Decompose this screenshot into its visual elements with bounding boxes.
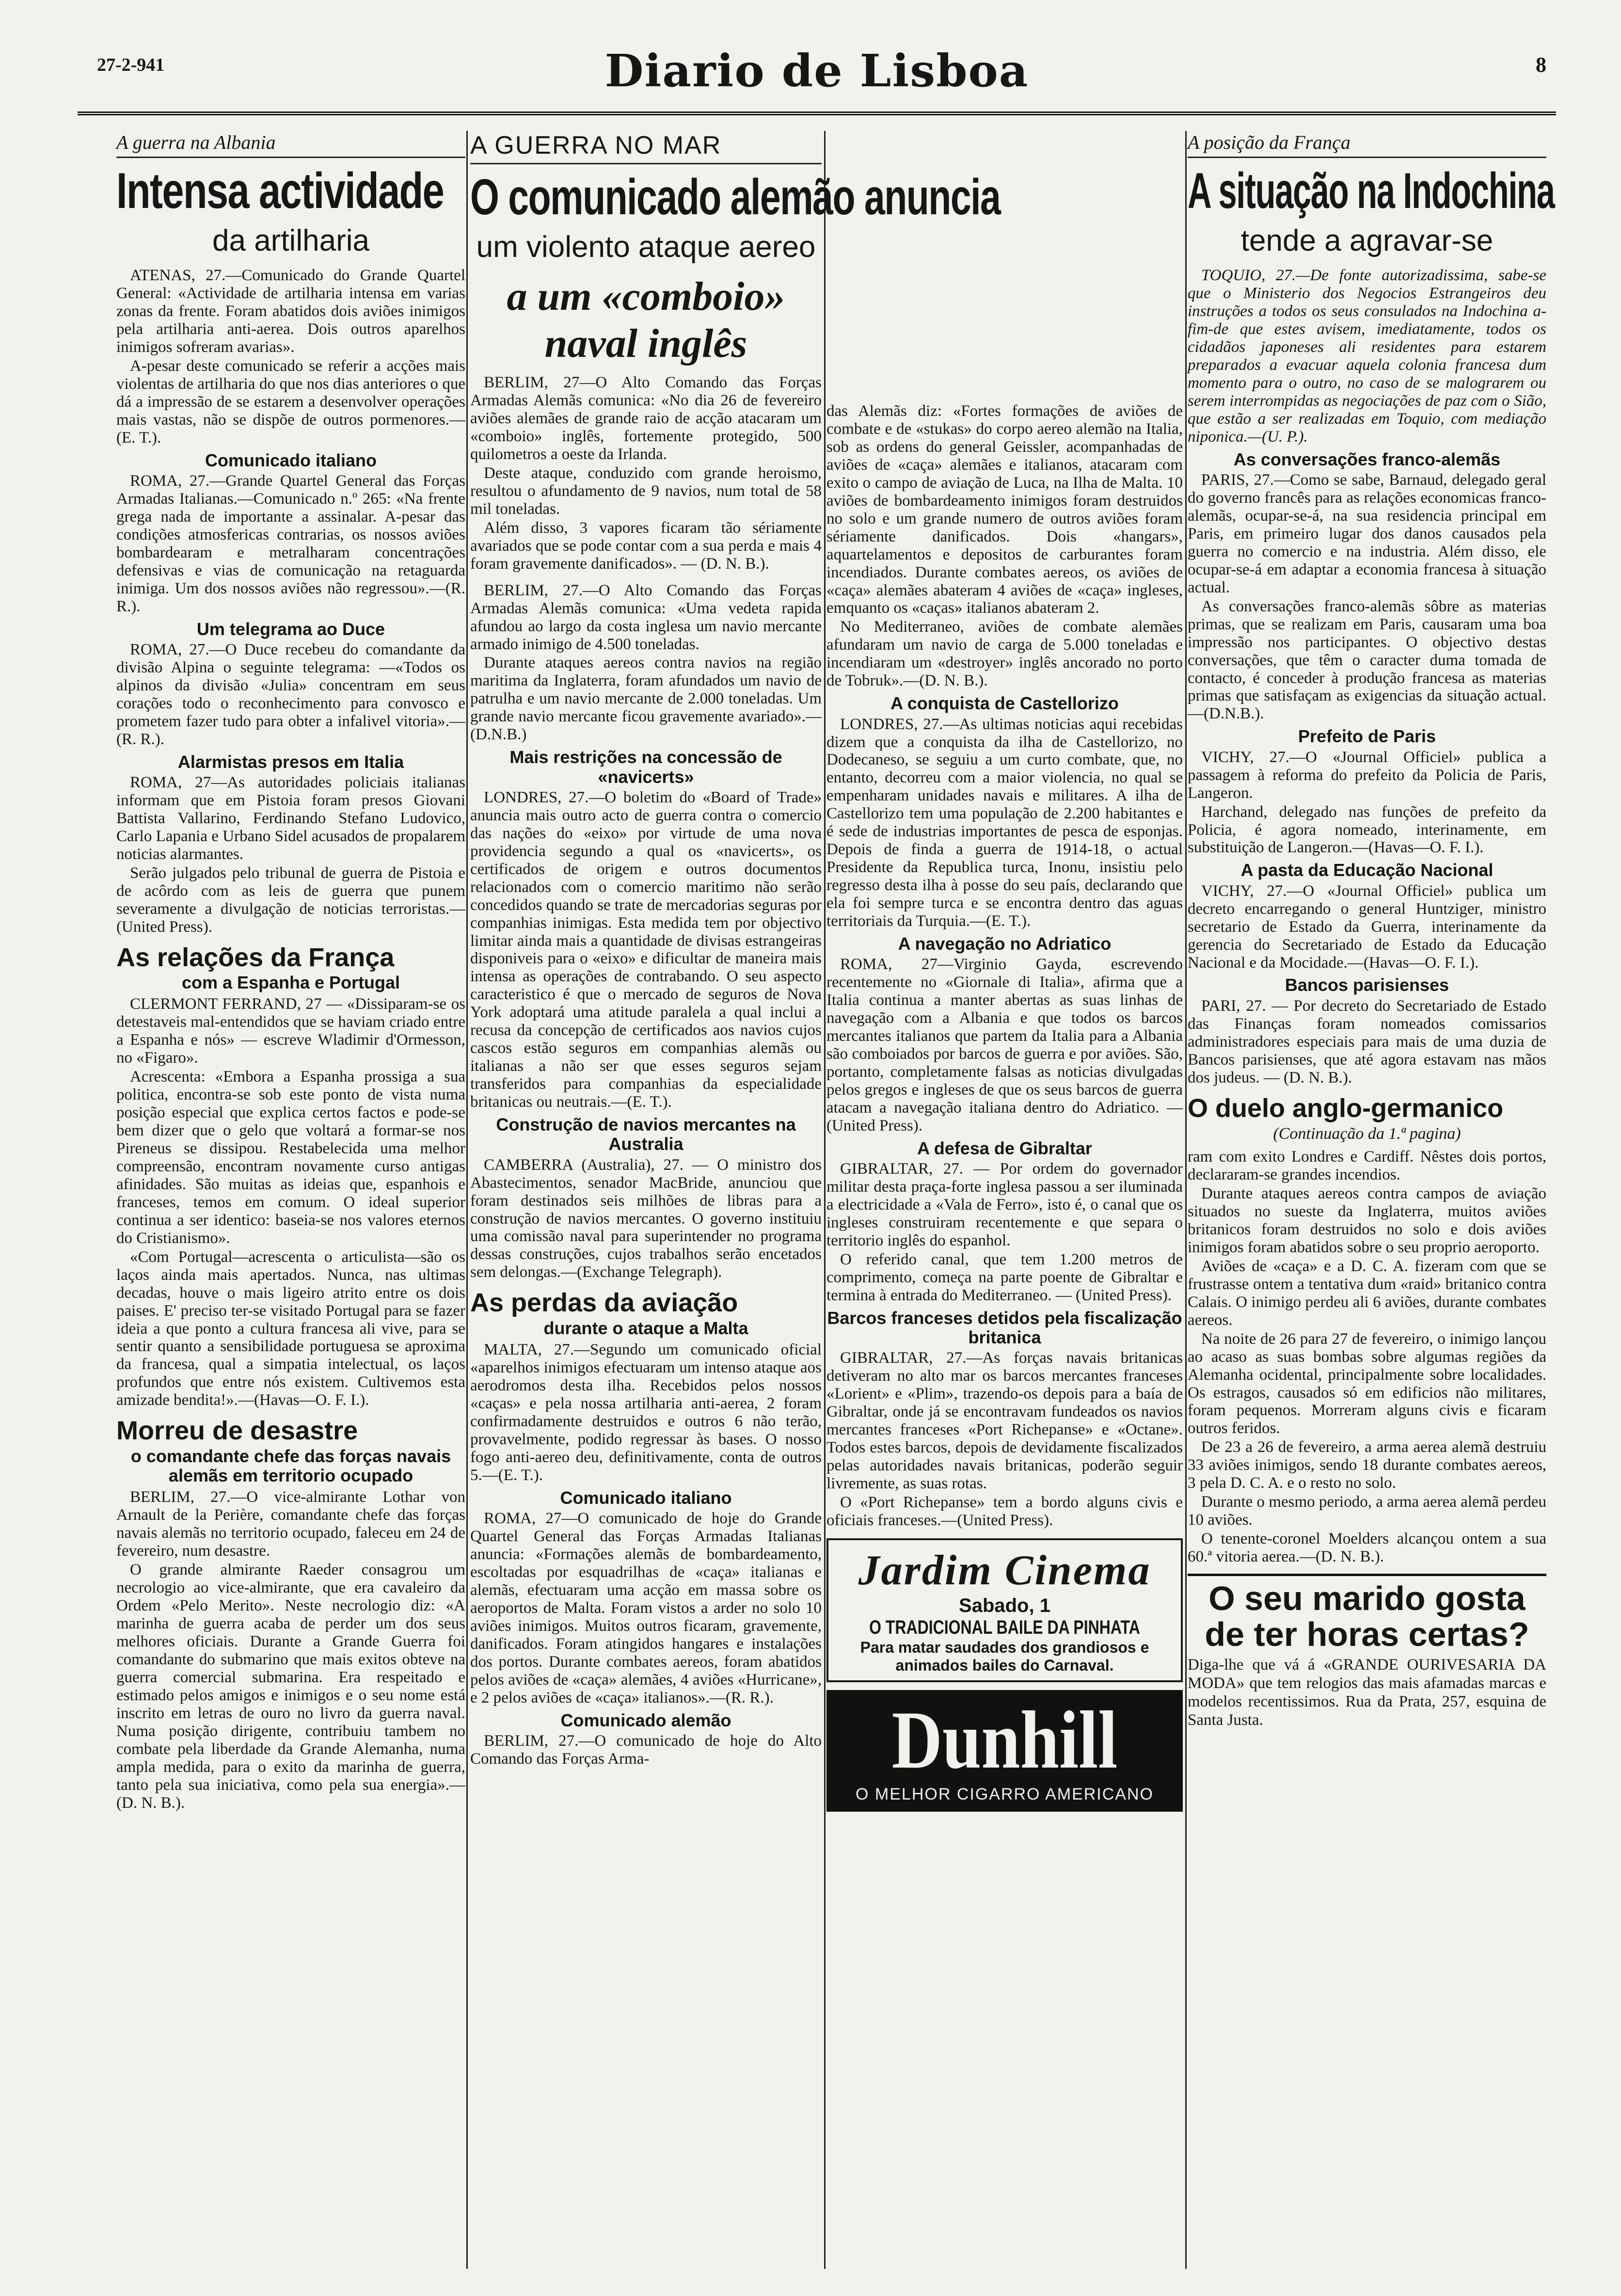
paragraph: VICHY, 27.—O «Journal Officiel» publica a passagem à reforma do prefeito da Policia de Paris, Langeron. <box>1188 748 1546 802</box>
article-headline: O duelo anglo-germanico <box>1188 1093 1504 1123</box>
paragraph: As conversações franco-alemãs sôbre as materias primas, que se realizam em Paris, causaram uma boa impressão nos participantes. O objectivo destas conversações, que têm o caracter duma tomada de contacto, é conceder à produção francesa as materias primas que satisfaçam as exigencias da situação actual.—(D.N.B.). <box>1188 597 1546 723</box>
section-heading: A pasta da Educação Nacional <box>1240 860 1494 880</box>
dunhill-advertisement <box>826 1690 1183 1812</box>
paragraph: O «Port Richepanse» tem a bordo alguns civis e oficiais franceses.—(United Press). <box>826 1494 1183 1529</box>
paragraph: BERLIM, 27—O Alto Comando das Forças Armadas Alemãs comunica: «No dia 26 de fevereiro aviões alemães de grande raio de acção atacaram um «comboio» inglês, fortemente protegido, 500 quilometros a oeste da Irlanda. <box>470 374 822 463</box>
paragraph: BERLIM, 27.—O Alto Comando das Forças Armadas Alemãs comunica: «Uma vedeta rapida afundou ao largo da costa inglesa um navio mercante armado inimigo de 4.500 toneladas. <box>470 581 822 653</box>
column-albania <box>116 131 465 2269</box>
article-headline: Morreu de desastre <box>116 1416 358 1446</box>
article-subheadline: com a Espanha e Portugal <box>181 973 400 993</box>
paragraph: CAMBERRA (Australia), 27. — O ministro dos Abastecimentos, senador MacBride, anunciou que foram destinados seis milhões de libras para a construção de navios mercantes. O governo instituiu uma comissão naval para superintender no programa dessas construções, cujos trabalhos serão encetados sem delongas.—(Exchange Telegraph). <box>470 1156 822 1281</box>
paragraph: O tenente-coronel Moelders alcançou ontem a sua 60.ª vitoria aerea.—(D. N. B.). <box>1188 1530 1546 1566</box>
paragraph: BERLIM, 27.—O comunicado de hoje do Alto Comando das Forças Arma- <box>470 1732 822 1768</box>
paragraph: ROMA, 27—O comunicado de hoje do Grande Quartel General das Forças Armadas Italianas anuncia: «Formações alemãs de bombardeamento, escoltadas por esquadrilhas de «caça» italianas e alemãs, efectuaram uma acção em massa sobre os aeroportos de Malta. Foram vistos a arder no solo 10 aviões inimigos. Muitos outros ficaram, gravemente, danificados. Foram atingidos hangares e instalações dos portos. Durante combates aereos, foram abatidos pelos aviões de «caça» alemães, 4 aviões «Hurricane», e 2 pelos aviões de «caça» italianos».—(R. R.). <box>470 1510 822 1706</box>
section-heading: Comunicado italiano <box>205 450 377 470</box>
section-heading: Barcos franceses detidos pela fiscalização britanica <box>827 1307 1182 1348</box>
cinema-advertisement <box>826 1538 1183 1682</box>
subheadline: da artilharia <box>212 224 369 258</box>
masthead-title: Diario de Lisboa <box>604 45 1029 97</box>
paragraph: VICHY, 27.—O «Journal Officiel» publica um decreto encarregando o general Huntziger, ministro secretario de Estado da Guerra, interinamente da gerencia do Secretariado de Estado da Educação Nacional e da Mocidade.—(Havas—O. F. I.). <box>1188 882 1546 972</box>
issue-date: 27-2-941 <box>97 55 165 75</box>
paragraph: ROMA, 27.—Grande Quartel General das Forças Armadas Italianas.—Comunicado n.º 265: «Na frente grega nada de importante a assinalar. A-pesar das condições atmosfericas contrarias, os nossos aviões bombardearam e metralharam concentrações defensivas e vias de comunicação na retaguarda inimiga. Um dos nossos aviões não regressou».—(R. R.). <box>116 472 465 615</box>
paragraph: PARIS, 27.—Como se sabe, Barnaud, delegado geral do governo francês para as relações economicas franco-alemãs, ocupar-se-á, na sua residencia principal em Paris, em primeiro lugar dos danos causados pela guerra no comercio e na industria. Além disso, ele ocupar-se-á em adaptar a economia francesa à situação actual. <box>1188 471 1546 596</box>
paragraph: Além disso, 3 vapores ficaram tão sériamente avariados que se pode contar com a sua perda e mais 4 foram gravemente danificados». — (D. N. B.). <box>470 519 822 573</box>
section-heading: Bancos parisienses <box>1285 975 1449 995</box>
section-heading: A navegação no Adriatico <box>898 934 1112 954</box>
subheadline: um violento ataque aereo <box>476 230 816 264</box>
article-body <box>470 374 822 1768</box>
ad-headline: O seu marido gosta de ter horas certas? <box>1205 1579 1529 1653</box>
paragraph: Durante o mesmo periodo, a arma aerea alemã perdeu 10 aviões. <box>1188 1493 1546 1529</box>
cinema-name: Jardim Cinema <box>858 1547 1151 1594</box>
section-heading: Um telegrama ao Duce <box>196 619 385 639</box>
column-divider <box>824 131 826 2269</box>
article-body <box>116 267 465 1812</box>
paragraph: O referido canal, que tem 1.200 metros de comprimento, começa na parte poente de Gibraltar e termina à entrada do Mediterraneo. — (United Press). <box>826 1250 1183 1304</box>
paragraph: Acrescenta: «Embora a Espanha prossiga a sua politica, encontra-se sob este ponto de vista numa posição especial que explica certos factos e pode-se bem dizer que o gelo que voltará a formar-se nos Pireneus se dissipou. Restabelecida uma melhor compreensão, encontram novamente curso antigas afinidades. São muitas as ideias que, espanhois e franceses, temos em comum. O ideal superior continua a ser identico: baseia-se nos valores eternos do Cristianismo». <box>116 1068 465 1247</box>
paragraph: PARI, 27. — Por decreto do Secretariado de Estado das Finanças foram nomeados comissarios administradores especiais para mais de uma duzia de Bancos parisienses, que até agora estavam nas mãos dos judeus. — (D. N. B.). <box>1188 997 1546 1086</box>
column-continuation <box>826 402 1183 2269</box>
section-kicker: A guerra na Albania <box>116 131 465 158</box>
paragraph: Durante ataques aereos contra campos de aviação situados no sueste da Inglaterra, muitos aviões britanicos foram destruidos no solo e dois aviões inimigos foram abatidos sobre o seu proprio aeroporto. <box>1188 1185 1546 1256</box>
headline: A situação na Indochina <box>1188 163 1555 219</box>
section-heading: A defesa de Gibraltar <box>917 1138 1092 1158</box>
article-headline: As perdas da aviação <box>470 1288 738 1318</box>
paragraph: A-pesar deste comunicado se referir a acções mais violentas de artilharia do que nos dias anteriores o que dá a impressão de se estarem a desenvolver operações mais vastas, não se dispõe de outros pormenores.—(E. T.). <box>116 357 465 446</box>
column-war-at-sea <box>470 131 1001 2269</box>
event-title: O TRADICIONAL BAILE DA PINHATA <box>869 1616 1140 1638</box>
paragraph: das Alemãs diz: «Fortes formações de aviões de combate e de «stukas» do corpo aereo alemão na Italia, sob as ordens do general Geissler, acompanhadas de aviões de «caça» alemães e italianos, atacaram com exito o campo de aviação de Luca, na Ilha de Malta. 10 aviões de bombardeamento inimigos foram destruidos no solo e um grande numero de outros aviões foram sériamente danificados. Dois «hangars», aquartelamentos e depositos de carburantes foram incendiados. Durante combates aereos, os aviões de «caça» alemães abateram 4 aviões de «caça» ingleses, emquanto os «caças» italianos abateram 2. <box>826 402 1183 617</box>
paragraph: Aviões de «caça» e a D. C. A. fizeram com que se frustrasse ontem a tentativa dum «raid» britanico contra Calais. O inimigo perdeu ali 6 aviões, durante combates aereos. <box>1188 1257 1546 1329</box>
paragraph: MALTA, 27.—Segundo um comunicado oficial «aparelhos inimigos efectuaram um intenso ataque aos aerodromos desta ilha. Recebidos pelos nossos «caças» e pela nossa artilharia anti-aerea, 2 foram confirmadamente destruidos e outros 6 não terão, provavelmente, podido regressar às bases. O nosso fogo anti-aereo deu, definitivamente, conta de outros 5.—(E. T.). <box>470 1341 822 1484</box>
article-subheadline: o comandante chefe das forças navais alemãs em territorio ocupado <box>130 1446 451 1486</box>
section-heading: A conquista de Castellorizo <box>890 693 1119 714</box>
headline: Intensa actividade <box>116 163 444 219</box>
article-body <box>1188 267 1546 1566</box>
paragraph: LONDRES, 27.—O boletim do «Board of Trade» anuncia mais outro acto de guerra contra o comercio das nações do «eixo» por virtude de uma nova providencia segundo a qual os «navicerts», os certificados de origem e outros documentos relacionados com o comercio maritimo não serão concedidos quando se trate de mercadorias seguras por companhias inimigas. Esta medida tem por objectivo limitar ainda mais a quantidade de divisas estrangeiras disponiveis para o «eixo» e dificultar de maneira mais intensa as operações de contrabando. O seu aspecto caracteristico é que o mercado de seguros de Nova York adoptará uma atitude paralela a qual inclui a recusa da concepção de certificados aos navios cujos cascos estão seguros em companhias alemãs ou italianas a não ser que esses seguros sejam transferidos para companhias da especialidade britanicas ou neutrais.—(E. T.). <box>470 788 822 1111</box>
ad-slogan: O MELHOR CIGARRO AMERICANO <box>856 1785 1154 1803</box>
deck: a um «comboio» naval inglês <box>507 274 785 367</box>
headline: O comunicado alemão anuncia <box>470 169 1001 225</box>
event-tagline: Para matar saudades dos grandiosos e animados bailes do Carnaval. <box>860 1638 1149 1674</box>
jeweler-advertisement <box>1188 1574 1546 1730</box>
paragraph: No Mediterraneo, aviões de combate alemães afundaram um navio de carga de 5.000 toneladas e incendiaram um «destroyer» inglês ancorado no porto de Tobruk».—(D. N. B.). <box>826 618 1183 690</box>
paragraph: Deste ataque, conduzido com grande heroismo, resultou o afundamento de 9 navios, num total de 58 mil toneladas. <box>470 464 822 518</box>
section-heading: Comunicado alemão <box>560 1710 731 1730</box>
subheadline: tende a agravar-se <box>1240 224 1494 258</box>
column-divider <box>466 131 468 2269</box>
paragraph: Durante ataques aereos contra navios na região maritima da Inglaterra, foram afundados um navio de patrulha e um navio mercante de 2.000 toneladas. Um grande navio mercante ficou gravemente avariado».—(D.N.B.) <box>470 654 822 744</box>
article-subheadline: durante o ataque a Malta <box>543 1318 748 1338</box>
paragraph: GIBRALTAR, 27. — Por ordem do governador militar desta praça-forte inglesa passou a ser iluminada a electricidade a «Vala de Ferro», isto é, o canal que os ingleses construiram recentemente e que separa o territorio inglês do espanhol. <box>826 1160 1183 1249</box>
paragraph: O grande almirante Raeder consagrou um necrologio ao vice-almirante, que era cavaleiro da Ordem «Pelo Merito». Neste necrologio diz: «A marinha de guerra acaba de perder um dos seus melhores oficiais. Durante a Grande Guerra foi comandante do submarino que mais exitos obteve na guerra comercial submarina. Era respeitado e estimado pelos amigos e inimigos e o seu nome está inscrito em letras de ouro no livro da guerra naval. Numa posição dirigente, contribuiu tambem no combate pela liberdade da Grande Alemanha, numa ampla medida, para o exito da marinha de guerra, tanto pela sua iniciativa, como pela sua energia».—(D. N. B.). <box>116 1561 465 1812</box>
paragraph: CLERMONT FERRAND, 27 — «Dissiparam-se os detestaveis mal-entendidos que se haviam criado entre a Espanha e nós» — escreve Wladimir d'Ormesson, no «Figaro». <box>116 995 465 1067</box>
column-france-indochina <box>1188 131 1555 2269</box>
masthead-rule <box>78 112 1556 115</box>
paragraph: Na noite de 26 para 27 de fevereiro, o inimigo lançou ao acaso as suas bombas sobre algumas regiões da Alemanha ocidental, principalmente sobre localidades. Os estragos, causados só em edificios não militares, foram pequenos. Morreram alguns civis e ficaram outros feridos. <box>1188 1330 1546 1437</box>
brand-logo: Dunhill <box>891 1694 1118 1786</box>
page-number: 8 <box>1536 53 1546 77</box>
paragraph: ROMA, 27.—O Duce recebeu do comandante da divisão Alpina o seguinte telegrama: —«Todos os alpinos da divisão «Julia» concentram em seus corações todo o reconhecimento para convosco e prometem fazer tudo para obter a infalivel vitoria».—(R. R.). <box>116 640 465 748</box>
paragraph: Serão julgados pelo tribunal de guerra de Pistoia e de acôrdo com as leis de guerra que punem severamente a divulgação de noticias terroristas.—(United Press). <box>116 864 465 936</box>
paragraph: LONDRES, 27.—As ultimas noticias aqui recebidas dizem que a conquista da ilha de Castellorizo, no Dodecaneso, se seguiu a um curto combate, que, no entanto, decorreu com a maior violencia, no qual se empenharam unidades navais e militares. A ilha de Castellorizo tem uma população de 2.200 habitantes e é sede de industrias importantes de pesca de esponjas. Depois de finda a guerra de 1914-18, o actual Presidente da Republica turca, Inonu, insistiu pelo regresso desta ilha à posse do seu país, declarando que ela foi sempre turca e se encontra dentro das aguas territoriais da Turquia.—(E. T.). <box>826 715 1183 930</box>
paragraph: De 23 a 26 de fevereiro, a arma aerea alemã destruiu 33 aviões inimigos, sendo 18 durante combates aereos, 3 pela D. C. A. e o resto no solo. <box>1188 1438 1546 1492</box>
section-kicker: A GUERRA NO MAR <box>470 131 822 164</box>
article-body <box>826 402 1183 1530</box>
paragraph: ram com exito Londres e Cardiff. Nêstes dois portos, declararam-se grandes incendios. <box>1188 1148 1546 1184</box>
section-kicker: A posição da França <box>1188 131 1546 158</box>
section-heading: Construção de navios mercantes na Australia <box>496 1115 796 1154</box>
section-heading: Mais restrições na concessão de «navicerts» <box>509 747 782 787</box>
column-divider <box>1185 131 1187 2269</box>
paragraph: «Com Portugal—acrescenta o articulista—são os laços ainda mais apertados. Nunca, nas ultimas decadas, houve o mais ligeiro atrito entre os dois paises. E' preciso ter-se visitado Portugal para se fazer ideia a que ponto a cultura francesa ali vive, para se sentir quanto a sensibilidade portuguesa se aproxima da francesa, qual a simpatia intelectual, os laços profundos que entre nós existem. Cultivemos esta amizade bendita!».—(Havas—O. F. I.). <box>116 1248 465 1409</box>
section-heading: Alarmistas presos em Italia <box>177 751 404 772</box>
continuation-note: (Continuação da 1.ª pagina) <box>1273 1125 1461 1143</box>
newspaper-page <box>78 19 1556 2269</box>
paragraph: ROMA, 27—As autoridades policiais italianas informam que em Pistoia foram presos Giovani Battista Vallarino, Ferdinando Stefano Ludovico, Carlo Lapania e Urbano Sidel acusados de propalarem noticias alarmantes. <box>116 774 465 863</box>
paragraph: ROMA, 27—Virginio Gayda, escrevendo recentemente no «Giornale di Italia», afirma que a Italia continua a manter abertas as suas linhas de navegação com a Albania e que todos os barcos mercantes italianos que partem da Italia para a Albania são comboiados por barcos de guerra e por aviões. São, portanto, completamente falsas as noticias divulgadas pelos gregos e ingleses de que os seus barcos de guerra atacam a navegação italiana dentro do Adriatico. — (United Press). <box>826 956 1183 1134</box>
paragraph: GIBRALTAR, 27.—As forças navais britanicas detiveram no alto mar os barcos mercantes franceses «Lorient» e «Plim», trazendo-os depois para a baía de Gibraltar, onde já se encontravam fundeados os navios mercantes franceses «Port Richepanse» e «Octane». Todos estes barcos, depois de devidamente fiscalizados pelas autoridades navais britanicas, poderão seguir livremente, as suas rotas. <box>826 1349 1183 1493</box>
paragraph: BERLIM, 27.—O vice-almirante Lothar von Arnault de la Perière, comandante chefe das forças navais alemãs no territorio ocupado, faleceu em 24 de fevereiro, num desastre. <box>116 1488 465 1560</box>
paragraph: TOQUIO, 27.—De fonte autorizadissima, sabe-se que o Ministerio dos Negocios Estrangeiros deu instruções a todos os seus consulados na Indochina a-fim-de que estes avisem, imediatamente, todos os cidadãos japoneses ali residentes para estarem preparados a evacuar aquela colonia francesa dum momento para o outro, no caso de se malograrem ou serem interrompidas as negociações de paz com o Sião, que estão a ser realizadas em Toquio, com mediação niponica.—(U. P.). <box>1188 267 1546 446</box>
ad-body: Diga-lhe que vá á «GRANDE OURIVESARIA DA MODA» que tem relogios das mais afamadas marcas e modelos recentissimos. Rua da Prata, 257, esquina de Santa Justa. <box>1188 1656 1546 1729</box>
section-heading: Prefeito de Paris <box>1298 726 1436 747</box>
article-headline: As relações da França <box>116 942 395 972</box>
section-heading: As conversações franco-alemãs <box>1233 449 1501 469</box>
paragraph: ATENAS, 27.—Comunicado do Grande Quartel General: «Actividade de artilharia intensa em varias zonas da frente. Foram abatidos dois aviões inimigos pela artilharia anti-aerea. Dois outros aparelhos inimigos sofreram avarias». <box>116 267 465 356</box>
section-heading: Comunicado italiano <box>560 1487 732 1508</box>
event-date: Sabado, 1 <box>959 1594 1050 1616</box>
paragraph: Harchand, delegado nas funções de prefeito da Policia, é agora nomeado, interinamente, em substituição de Langeron.—(Havas—O. F. I.). <box>1188 803 1546 857</box>
